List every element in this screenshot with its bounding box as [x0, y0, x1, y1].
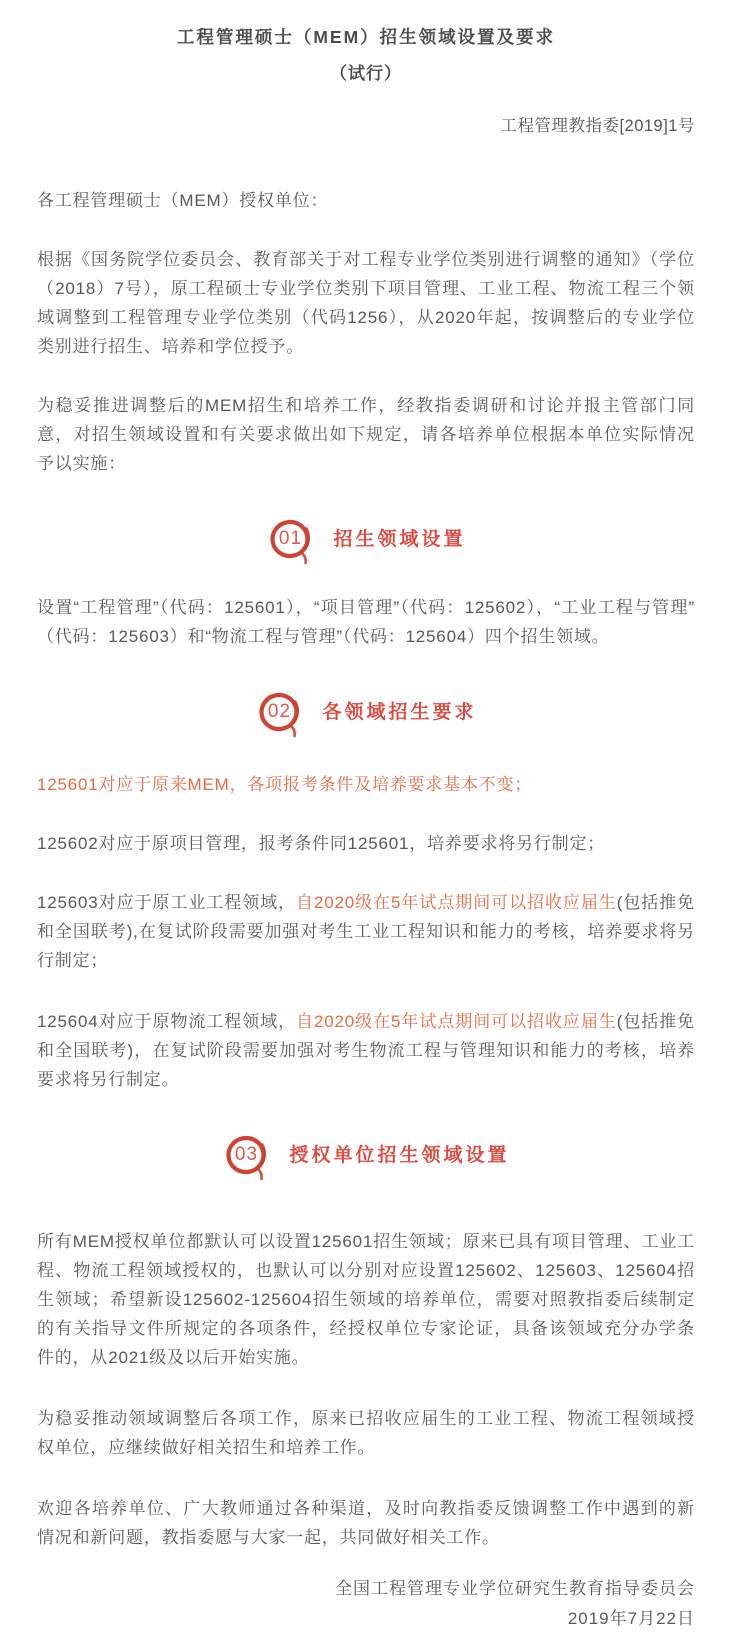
signature-committee: 全国工程管理专业学位研究生教育指导委员会: [335, 1579, 695, 1598]
intro-paragraph-2: 为稳妥推进调整后的MEM招生和培养工作，经教指委调研和讨论并报主管部门同意，对招生领域设置和有关要求做出如下规定，请各培养单位根据本单位实际情况予以实施：: [37, 396, 695, 473]
section-3-number: 03: [234, 1144, 259, 1165]
section-1-number: 01: [278, 528, 303, 549]
section-2-title: 各领域招生要求: [322, 702, 477, 723]
section-3-number-circle-icon: [222, 1129, 274, 1183]
signature-date: 2019年7月22日: [567, 1609, 695, 1628]
requirement-125604: [37, 1007, 695, 1094]
section-3-paragraph-2: 为稳妥推动领域调整后各项工作，原来已招收应届生的工业工程、物流工程领域授权单位，应继续做好相关招生和培养工作。: [37, 1409, 695, 1457]
section-1-title: 招生领域设置: [333, 529, 466, 550]
section-2-number-circle-icon: [255, 686, 307, 740]
page-title: 工程管理硕士（MEM）招生领域设置及要求: [176, 27, 556, 47]
intro-paragraph-1: 根据《国务院学位委员会、教育部关于对工程专业学位类别进行调整的通知》（学位（2018）7号），原工程硕士专业学位类别下项目管理、工业工程、物流工程三个领域调整到工程管理专业学位类别（代码1256），从2020年起，按调整后的专业学位类别进行招生、培养和学位授予。: [37, 250, 695, 356]
section-3-header: [37, 1127, 695, 1185]
section-1-header: [37, 511, 695, 569]
salutation: 各工程管理硕士（MEM）授权单位：: [37, 191, 329, 210]
requirement-125604-pre: 125604对应于原物流工程领域，: [37, 1012, 297, 1031]
requirement-125604-highlight: 自2020级在5年试点期间可以招收应届生: [296, 1012, 617, 1031]
section-2-header: [37, 684, 695, 742]
section-1-paragraph: 设置“工程管理”（代码：125601），“项目管理”（代码：125602），“工业工程与管理”（代码：125603）和“物流工程与管理”（代码：125604）四个招生领域。: [37, 598, 695, 646]
section-2-number: 02: [267, 701, 292, 722]
section-3-paragraph-3: 欢迎各培养单位、广大教师通过各种渠道，及时向教指委反馈调整工作中遇到的新情况和新问题，教指委愿与大家一起，共同做好相关工作。: [37, 1499, 695, 1547]
requirement-125602: 125602对应于原项目管理，报考条件同125601，培养要求将另行制定；: [37, 834, 606, 853]
signature-block: [37, 1574, 695, 1634]
page-subtitle: （试行）: [330, 64, 402, 83]
requirement-125603-highlight: 自2020级在5年试点期间可以招收应届生: [296, 893, 617, 912]
requirement-125603-pre: 125603对应于原工业工程领域，: [37, 893, 297, 912]
requirement-125604-post: (包括推免和全国联考)，在复试阶段需要加强对考生物流工程与管理知识和能力的考核，培养要求将另行制定。: [37, 1012, 695, 1089]
requirement-125603: [37, 888, 695, 975]
section-1-number-circle-icon: [266, 513, 318, 567]
requirement-125601: 125601对应于原来MEM，各项报考条件及培养要求基本不变；: [37, 775, 533, 794]
section-3-paragraph-1: 所有MEM授权单位都默认可以设置125601招生领域；原来已具有项目管理、工业工程、物流工程领域授权的，也默认可以分别对应设置125602、125603、125604招生领域；希望新设125602-125604招生领域的培养单位，需要对照教指委后续制定的有关指导文件所规定的各项条件，经授权单位专家论证，具备该领域充分办学条件的，从2021级及以后开始实施。: [37, 1232, 695, 1367]
section-3-title: 授权单位招生领域设置: [289, 1145, 510, 1166]
requirement-125603-post: (包括推免和全国联考),在复试阶段需要加强对考生工业工程知识和能力的考核，培养要求将另行制定；: [37, 893, 695, 970]
document-number: 工程管理教指委[2019]1号: [500, 117, 695, 135]
